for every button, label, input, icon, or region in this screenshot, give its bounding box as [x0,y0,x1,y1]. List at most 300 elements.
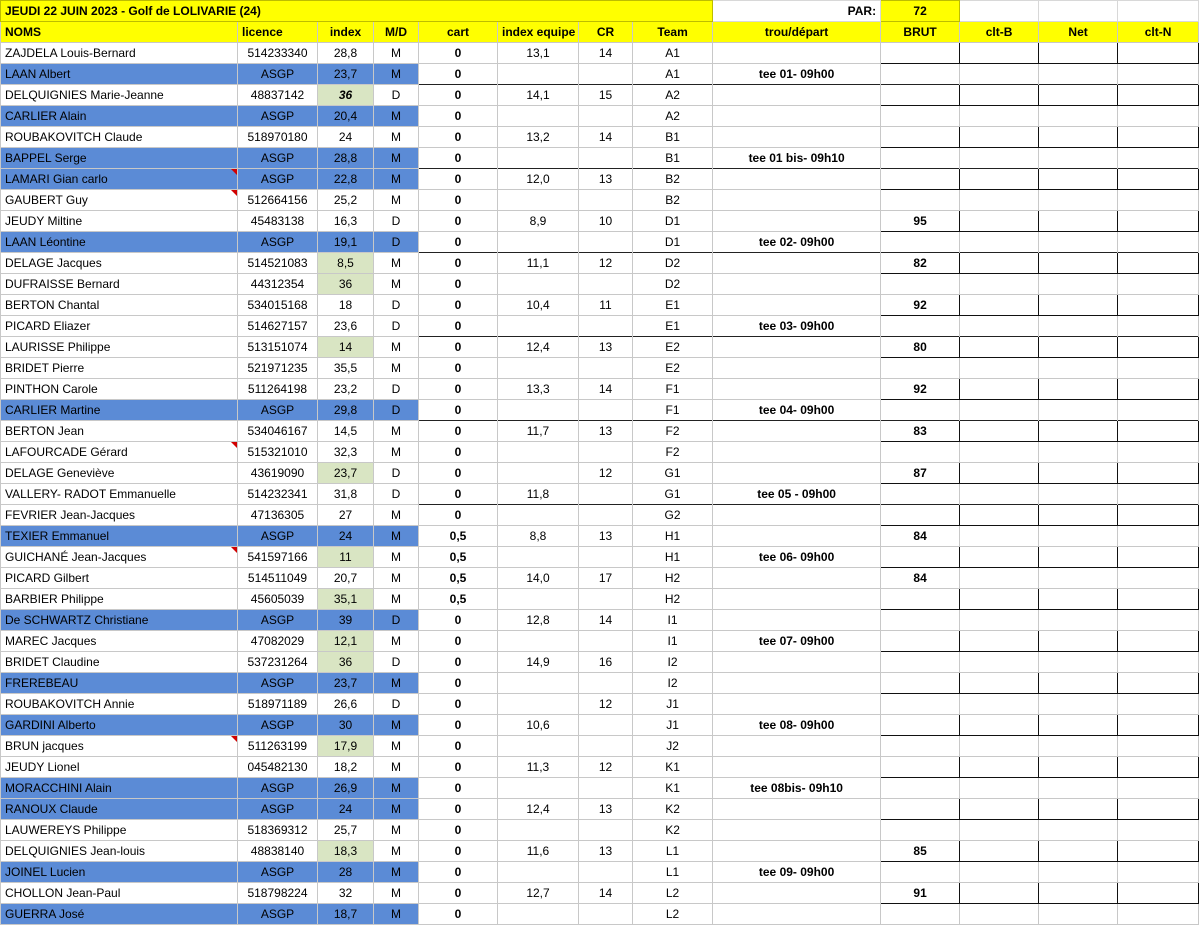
name-cell[interactable]: BERTON Jean [1,421,238,442]
net-cell[interactable] [1039,631,1118,652]
net-cell[interactable] [1039,568,1118,589]
cart-cell[interactable]: 0 [419,757,498,778]
licence-cell[interactable]: ASGP [238,799,318,820]
index-equipe-cell[interactable]: 11,8 [498,484,579,505]
md-cell[interactable]: D [374,295,419,316]
team-cell[interactable]: F2 [633,421,713,442]
licence-cell[interactable]: 514627157 [238,316,318,337]
index-cell[interactable]: 23,7 [318,463,374,484]
clt-b-cell[interactable] [960,505,1039,526]
brut-cell[interactable] [881,799,960,820]
net-cell[interactable] [1039,673,1118,694]
net-cell[interactable] [1039,505,1118,526]
name-cell[interactable]: ROUBAKOVITCH Claude [1,127,238,148]
md-cell[interactable]: M [374,589,419,610]
net-cell[interactable] [1039,799,1118,820]
cr-cell[interactable] [579,673,633,694]
clt-b-cell[interactable] [960,610,1039,631]
index-equipe-cell[interactable] [498,442,579,463]
team-cell[interactable]: E2 [633,358,713,379]
brut-cell[interactable] [881,694,960,715]
name-cell[interactable]: GUICHANÉ Jean-Jacques [1,547,238,568]
cart-cell[interactable]: 0 [419,148,498,169]
brut-cell[interactable] [881,127,960,148]
cart-cell[interactable]: 0 [419,841,498,862]
brut-cell[interactable]: 92 [881,379,960,400]
team-cell[interactable]: I1 [633,631,713,652]
index-equipe-cell[interactable]: 11,7 [498,421,579,442]
brut-cell[interactable] [881,505,960,526]
clt-b-cell[interactable] [960,148,1039,169]
md-cell[interactable]: D [374,694,419,715]
col-header-noms[interactable]: NOMS [1,22,238,43]
clt-b-cell[interactable] [960,358,1039,379]
index-cell[interactable]: 30 [318,715,374,736]
cr-cell[interactable] [579,547,633,568]
team-cell[interactable]: D1 [633,232,713,253]
clt-b-cell[interactable] [960,169,1039,190]
trou-cell[interactable] [713,820,881,841]
licence-cell[interactable]: ASGP [238,673,318,694]
trou-cell[interactable] [713,799,881,820]
trou-cell[interactable] [713,589,881,610]
clt-n-cell[interactable] [1118,274,1199,295]
clt-b-cell[interactable] [960,841,1039,862]
team-cell[interactable]: B2 [633,190,713,211]
index-equipe-cell[interactable]: 8,9 [498,211,579,232]
md-cell[interactable]: D [374,85,419,106]
net-cell[interactable] [1039,904,1118,925]
team-cell[interactable]: E1 [633,295,713,316]
md-cell[interactable]: M [374,64,419,85]
name-cell[interactable]: TEXIER Emmanuel [1,526,238,547]
index-cell[interactable]: 28,8 [318,148,374,169]
name-cell[interactable]: JEUDY Lionel [1,757,238,778]
brut-cell[interactable] [881,547,960,568]
md-cell[interactable]: M [374,736,419,757]
trou-cell[interactable] [713,106,881,127]
clt-n-cell[interactable] [1118,295,1199,316]
licence-cell[interactable]: 515321010 [238,442,318,463]
licence-cell[interactable]: ASGP [238,778,318,799]
clt-n-cell[interactable] [1118,316,1199,337]
trou-cell[interactable] [713,85,881,106]
licence-cell[interactable]: 514233340 [238,43,318,64]
team-cell[interactable]: H1 [633,526,713,547]
cr-cell[interactable] [579,484,633,505]
licence-cell[interactable]: 537231264 [238,652,318,673]
net-cell[interactable] [1039,820,1118,841]
blank-cell[interactable] [960,1,1039,22]
brut-cell[interactable] [881,484,960,505]
brut-cell[interactable] [881,190,960,211]
name-cell[interactable]: GAUBERT Guy [1,190,238,211]
cr-cell[interactable] [579,631,633,652]
brut-cell[interactable]: 87 [881,463,960,484]
clt-n-cell[interactable] [1118,862,1199,883]
licence-cell[interactable]: 514511049 [238,568,318,589]
net-cell[interactable] [1039,652,1118,673]
index-cell[interactable]: 23,7 [318,64,374,85]
index-cell[interactable]: 25,7 [318,820,374,841]
cart-cell[interactable]: 0 [419,211,498,232]
team-cell[interactable]: D1 [633,211,713,232]
cr-cell[interactable] [579,64,633,85]
clt-n-cell[interactable] [1118,43,1199,64]
md-cell[interactable]: M [374,148,419,169]
index-cell[interactable]: 14 [318,337,374,358]
brut-cell[interactable] [881,316,960,337]
team-cell[interactable]: F2 [633,442,713,463]
md-cell[interactable]: M [374,904,419,925]
clt-n-cell[interactable] [1118,421,1199,442]
index-cell[interactable]: 29,8 [318,400,374,421]
name-cell[interactable]: FREREBEAU [1,673,238,694]
md-cell[interactable]: M [374,568,419,589]
brut-cell[interactable]: 91 [881,883,960,904]
cart-cell[interactable]: 0 [419,631,498,652]
cr-cell[interactable] [579,358,633,379]
clt-n-cell[interactable] [1118,400,1199,421]
clt-b-cell[interactable] [960,43,1039,64]
trou-cell[interactable] [713,463,881,484]
name-cell[interactable]: DELAGE Jacques [1,253,238,274]
net-cell[interactable] [1039,43,1118,64]
net-cell[interactable] [1039,337,1118,358]
clt-n-cell[interactable] [1118,631,1199,652]
team-cell[interactable]: K2 [633,799,713,820]
index-equipe-cell[interactable]: 10,4 [498,295,579,316]
team-cell[interactable]: E2 [633,337,713,358]
index-equipe-cell[interactable]: 14,9 [498,652,579,673]
md-cell[interactable]: D [374,400,419,421]
trou-cell[interactable]: tee 03- 09h00 [713,316,881,337]
cr-cell[interactable] [579,736,633,757]
trou-cell[interactable] [713,442,881,463]
trou-cell[interactable] [713,358,881,379]
brut-cell[interactable]: 82 [881,253,960,274]
clt-n-cell[interactable] [1118,652,1199,673]
licence-cell[interactable]: ASGP [238,715,318,736]
index-cell[interactable]: 35,5 [318,358,374,379]
trou-cell[interactable]: tee 01- 09h00 [713,64,881,85]
net-cell[interactable] [1039,232,1118,253]
cr-cell[interactable]: 12 [579,463,633,484]
index-equipe-cell[interactable] [498,190,579,211]
cr-cell[interactable]: 14 [579,883,633,904]
index-cell[interactable]: 19,1 [318,232,374,253]
team-cell[interactable]: B1 [633,127,713,148]
index-cell[interactable]: 11 [318,547,374,568]
par-value[interactable]: 72 [881,1,960,22]
team-cell[interactable]: G1 [633,463,713,484]
clt-b-cell[interactable] [960,442,1039,463]
col-header-cr[interactable]: CR [579,22,633,43]
clt-n-cell[interactable] [1118,505,1199,526]
name-cell[interactable]: DELAGE Geneviève [1,463,238,484]
clt-b-cell[interactable] [960,463,1039,484]
name-cell[interactable]: DELQUIGNIES Jean-louis [1,841,238,862]
index-cell[interactable]: 23,7 [318,673,374,694]
index-cell[interactable]: 12,1 [318,631,374,652]
licence-cell[interactable]: 512664156 [238,190,318,211]
col-header-clt-b[interactable]: clt-B [960,22,1039,43]
index-equipe-cell[interactable]: 12,8 [498,610,579,631]
index-equipe-cell[interactable]: 14,0 [498,568,579,589]
clt-b-cell[interactable] [960,64,1039,85]
name-cell[interactable]: De SCHWARTZ Christiane [1,610,238,631]
trou-cell[interactable] [713,652,881,673]
name-cell[interactable]: LAUWEREYS Philippe [1,820,238,841]
clt-n-cell[interactable] [1118,463,1199,484]
cr-cell[interactable]: 13 [579,337,633,358]
index-cell[interactable]: 14,5 [318,421,374,442]
clt-n-cell[interactable] [1118,253,1199,274]
licence-cell[interactable]: ASGP [238,904,318,925]
index-cell[interactable]: 27 [318,505,374,526]
clt-n-cell[interactable] [1118,610,1199,631]
name-cell[interactable]: DELQUIGNIES Marie-Jeanne [1,85,238,106]
clt-b-cell[interactable] [960,421,1039,442]
trou-cell[interactable] [713,127,881,148]
clt-n-cell[interactable] [1118,190,1199,211]
net-cell[interactable] [1039,442,1118,463]
cr-cell[interactable]: 13 [579,526,633,547]
index-equipe-cell[interactable] [498,862,579,883]
brut-cell[interactable] [881,169,960,190]
trou-cell[interactable] [713,610,881,631]
net-cell[interactable] [1039,421,1118,442]
licence-cell[interactable]: 511263199 [238,736,318,757]
md-cell[interactable]: M [374,715,419,736]
clt-n-cell[interactable] [1118,715,1199,736]
name-cell[interactable]: JEUDY Miltine [1,211,238,232]
cart-cell[interactable]: 0 [419,316,498,337]
col-header-clt-n[interactable]: clt-N [1118,22,1199,43]
cr-cell[interactable] [579,778,633,799]
clt-b-cell[interactable] [960,694,1039,715]
clt-n-cell[interactable] [1118,694,1199,715]
index-equipe-cell[interactable]: 11,1 [498,253,579,274]
index-equipe-cell[interactable] [498,232,579,253]
cr-cell[interactable] [579,316,633,337]
cart-cell[interactable]: 0 [419,673,498,694]
brut-cell[interactable]: 80 [881,337,960,358]
clt-n-cell[interactable] [1118,211,1199,232]
clt-n-cell[interactable] [1118,106,1199,127]
index-equipe-cell[interactable] [498,463,579,484]
clt-b-cell[interactable] [960,715,1039,736]
cart-cell[interactable]: 0 [419,694,498,715]
net-cell[interactable] [1039,148,1118,169]
cr-cell[interactable]: 15 [579,85,633,106]
team-cell[interactable]: B1 [633,148,713,169]
clt-b-cell[interactable] [960,526,1039,547]
clt-b-cell[interactable] [960,274,1039,295]
index-cell[interactable]: 39 [318,610,374,631]
index-equipe-cell[interactable] [498,274,579,295]
index-cell[interactable]: 26,9 [318,778,374,799]
clt-n-cell[interactable] [1118,526,1199,547]
licence-cell[interactable]: 48837142 [238,85,318,106]
md-cell[interactable]: M [374,799,419,820]
cart-cell[interactable]: 0 [419,190,498,211]
index-cell[interactable]: 32 [318,883,374,904]
licence-cell[interactable]: 45605039 [238,589,318,610]
cart-cell[interactable]: 0,5 [419,568,498,589]
clt-b-cell[interactable] [960,253,1039,274]
trou-cell[interactable] [713,169,881,190]
licence-cell[interactable]: 518971189 [238,694,318,715]
cart-cell[interactable]: 0 [419,64,498,85]
trou-cell[interactable] [713,274,881,295]
clt-n-cell[interactable] [1118,778,1199,799]
index-cell[interactable]: 28 [318,862,374,883]
team-cell[interactable]: B2 [633,169,713,190]
index-cell[interactable]: 24 [318,799,374,820]
index-equipe-cell[interactable]: 13,1 [498,43,579,64]
name-cell[interactable]: ZAJDELA Louis-Bernard [1,43,238,64]
cr-cell[interactable]: 11 [579,295,633,316]
index-equipe-cell[interactable] [498,547,579,568]
clt-b-cell[interactable] [960,652,1039,673]
md-cell[interactable]: M [374,127,419,148]
name-cell[interactable]: LAMARI Gian carlo [1,169,238,190]
net-cell[interactable] [1039,862,1118,883]
clt-n-cell[interactable] [1118,757,1199,778]
licence-cell[interactable]: ASGP [238,526,318,547]
cart-cell[interactable]: 0 [419,274,498,295]
net-cell[interactable] [1039,169,1118,190]
col-header-brut[interactable]: BRUT [881,22,960,43]
clt-b-cell[interactable] [960,106,1039,127]
team-cell[interactable]: K1 [633,757,713,778]
md-cell[interactable]: M [374,190,419,211]
brut-cell[interactable]: 84 [881,526,960,547]
clt-n-cell[interactable] [1118,799,1199,820]
index-equipe-cell[interactable] [498,736,579,757]
md-cell[interactable]: M [374,862,419,883]
trou-cell[interactable] [713,253,881,274]
clt-n-cell[interactable] [1118,820,1199,841]
net-cell[interactable] [1039,358,1118,379]
clt-b-cell[interactable] [960,631,1039,652]
trou-cell[interactable] [713,904,881,925]
name-cell[interactable]: GARDINI Alberto [1,715,238,736]
licence-cell[interactable]: 534046167 [238,421,318,442]
team-cell[interactable]: F1 [633,400,713,421]
md-cell[interactable]: M [374,757,419,778]
index-cell[interactable]: 31,8 [318,484,374,505]
team-cell[interactable]: L2 [633,883,713,904]
md-cell[interactable]: M [374,253,419,274]
index-cell[interactable]: 36 [318,274,374,295]
team-cell[interactable]: L1 [633,841,713,862]
team-cell[interactable]: D2 [633,253,713,274]
index-cell[interactable]: 24 [318,127,374,148]
md-cell[interactable]: M [374,442,419,463]
clt-b-cell[interactable] [960,547,1039,568]
name-cell[interactable]: BERTON Chantal [1,295,238,316]
net-cell[interactable] [1039,778,1118,799]
trou-cell[interactable] [713,379,881,400]
team-cell[interactable]: G2 [633,505,713,526]
cr-cell[interactable]: 12 [579,757,633,778]
net-cell[interactable] [1039,610,1118,631]
net-cell[interactable] [1039,127,1118,148]
cart-cell[interactable]: 0,5 [419,589,498,610]
md-cell[interactable]: D [374,316,419,337]
md-cell[interactable]: M [374,337,419,358]
md-cell[interactable]: M [374,547,419,568]
team-cell[interactable]: A1 [633,43,713,64]
name-cell[interactable]: CHOLLON Jean-Paul [1,883,238,904]
sheet-title[interactable]: JEUDI 22 JUIN 2023 - Golf de LOLIVARIE (24) [1,1,713,22]
index-cell[interactable]: 36 [318,85,374,106]
index-equipe-cell[interactable] [498,778,579,799]
licence-cell[interactable]: 518369312 [238,820,318,841]
md-cell[interactable]: M [374,274,419,295]
clt-n-cell[interactable] [1118,484,1199,505]
name-cell[interactable]: LAAN Albert [1,64,238,85]
cr-cell[interactable]: 14 [579,610,633,631]
index-equipe-cell[interactable] [498,106,579,127]
cart-cell[interactable]: 0 [419,904,498,925]
clt-n-cell[interactable] [1118,337,1199,358]
cr-cell[interactable] [579,862,633,883]
index-cell[interactable]: 18 [318,295,374,316]
md-cell[interactable]: M [374,505,419,526]
name-cell[interactable]: JOINEL Lucien [1,862,238,883]
cr-cell[interactable]: 14 [579,379,633,400]
index-equipe-cell[interactable]: 13,2 [498,127,579,148]
clt-b-cell[interactable] [960,904,1039,925]
cr-cell[interactable] [579,820,633,841]
brut-cell[interactable] [881,106,960,127]
cart-cell[interactable]: 0,5 [419,526,498,547]
brut-cell[interactable] [881,274,960,295]
cr-cell[interactable] [579,715,633,736]
trou-cell[interactable] [713,211,881,232]
md-cell[interactable]: D [374,211,419,232]
index-equipe-cell[interactable]: 13,3 [498,379,579,400]
licence-cell[interactable]: 511264198 [238,379,318,400]
md-cell[interactable]: D [374,232,419,253]
trou-cell[interactable] [713,190,881,211]
team-cell[interactable]: A2 [633,85,713,106]
cr-cell[interactable] [579,589,633,610]
licence-cell[interactable]: 518970180 [238,127,318,148]
net-cell[interactable] [1039,295,1118,316]
clt-n-cell[interactable] [1118,673,1199,694]
cart-cell[interactable]: 0 [419,169,498,190]
md-cell[interactable]: M [374,421,419,442]
name-cell[interactable]: VALLERY- RADOT Emmanuelle [1,484,238,505]
blank-cell[interactable] [1118,1,1199,22]
index-equipe-cell[interactable] [498,673,579,694]
net-cell[interactable] [1039,106,1118,127]
cart-cell[interactable]: 0 [419,379,498,400]
net-cell[interactable] [1039,463,1118,484]
brut-cell[interactable] [881,862,960,883]
clt-n-cell[interactable] [1118,64,1199,85]
trou-cell[interactable] [713,337,881,358]
trou-cell[interactable] [713,568,881,589]
clt-b-cell[interactable] [960,379,1039,400]
net-cell[interactable] [1039,484,1118,505]
index-equipe-cell[interactable] [498,694,579,715]
net-cell[interactable] [1039,757,1118,778]
